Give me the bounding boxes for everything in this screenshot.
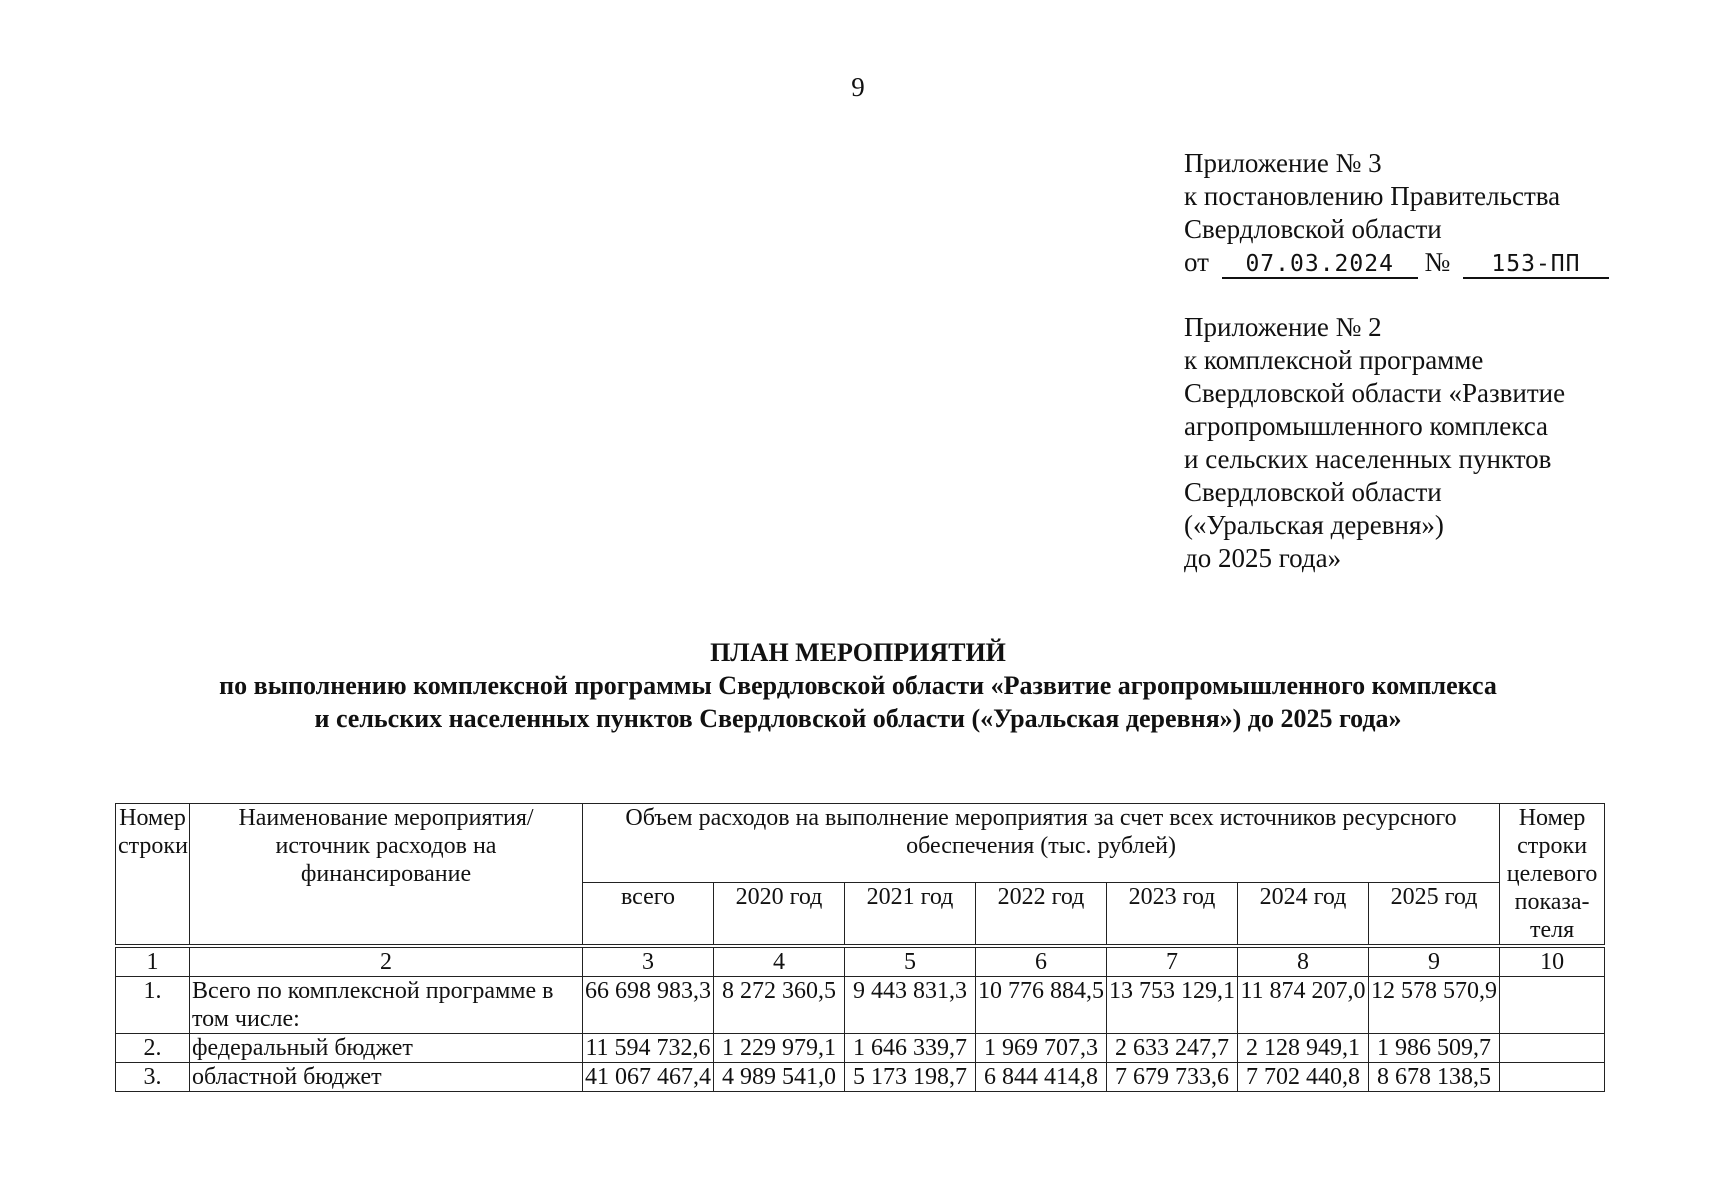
table-row <box>116 1034 1605 1063</box>
column-number-row <box>116 946 1605 977</box>
appendix-3-block <box>1184 147 1609 279</box>
value-2022: 6 844 414,8 <box>976 1063 1107 1092</box>
value-total: 66 698 983,3 <box>583 977 714 1034</box>
value-2023: 2 633 247,7 <box>1107 1034 1238 1063</box>
column-number: 2 <box>190 946 583 977</box>
row-number: 1. <box>116 977 190 1034</box>
title-line: по выполнению комплексной программы Свердловской области «Развитие агропромышленного комплекса <box>219 671 1497 700</box>
value-total: 41 067 467,4 <box>583 1063 714 1092</box>
appendix-2-line: до 2025 года» <box>1184 543 1342 573</box>
column-number: 5 <box>845 946 976 977</box>
date-prefix: от <box>1184 247 1209 277</box>
table-row <box>116 1063 1605 1092</box>
plan-table <box>115 803 1605 1092</box>
value-2021: 9 443 831,3 <box>845 977 976 1034</box>
appendix-2-line: Свердловской области <box>1184 477 1442 507</box>
header-year: 2021 год <box>845 883 976 946</box>
column-number: 10 <box>1500 946 1605 977</box>
page-number: 9 <box>851 72 865 102</box>
appendix-3-line: Свердловской области <box>1184 214 1442 244</box>
row-target <box>1500 1034 1605 1063</box>
value-total: 11 594 732,6 <box>583 1034 714 1063</box>
document-title <box>0 636 1716 735</box>
value-2024: 7 702 440,8 <box>1238 1063 1369 1092</box>
row-name: областной бюджет <box>190 1063 583 1092</box>
row-name: Всего по комплексной программе в том числе: <box>190 977 583 1034</box>
appendix-2-line: агропромышленного комплекса <box>1184 411 1548 441</box>
number-prefix: № <box>1424 247 1451 277</box>
header-name: Наименование мероприятия/источник расходов на финансирование <box>190 804 583 947</box>
row-name: федеральный бюджет <box>190 1034 583 1063</box>
header-year: 2022 год <box>976 883 1107 946</box>
header-volume: Объем расходов на выполнение мероприятия за счет всех источников ресурсного обеспечения (тыс. рублей) <box>583 804 1500 883</box>
table-row <box>116 977 1605 1034</box>
column-number: 4 <box>714 946 845 977</box>
header-year: 2025 год <box>1369 883 1500 946</box>
row-number: 2. <box>116 1034 190 1063</box>
value-2024: 11 874 207,0 <box>1238 977 1369 1034</box>
row-target <box>1500 977 1605 1034</box>
value-2025: 1 986 509,7 <box>1369 1034 1500 1063</box>
header-year: 2020 год <box>714 883 845 946</box>
row-number: 3. <box>116 1063 190 1092</box>
appendix-2-line: («Уральская деревня») <box>1184 510 1444 540</box>
value-2022: 10 776 884,5 <box>976 977 1107 1034</box>
value-2020: 8 272 360,5 <box>714 977 845 1034</box>
resolution-number: 153-ПП <box>1463 251 1609 279</box>
appendix-3-date-line <box>1184 246 1609 279</box>
appendix-2-line: и сельских населенных пунктов <box>1184 444 1552 474</box>
column-number: 3 <box>583 946 714 977</box>
value-2024: 2 128 949,1 <box>1238 1034 1369 1063</box>
appendix-3-line: к постановлению Правительства <box>1184 181 1561 211</box>
value-2021: 1 646 339,7 <box>845 1034 976 1063</box>
appendix-2-line: Приложение № 2 <box>1184 312 1382 342</box>
header-year: 2024 год <box>1238 883 1369 946</box>
appendix-2-line: к комплексной программе <box>1184 345 1484 375</box>
value-2025: 8 678 138,5 <box>1369 1063 1500 1092</box>
value-2025: 12 578 570,9 <box>1369 977 1500 1034</box>
value-2022: 1 969 707,3 <box>976 1034 1107 1063</box>
appendix-2-line: Свердловской области «Развитие <box>1184 378 1566 408</box>
header-row <box>116 804 1605 883</box>
value-2023: 13 753 129,1 <box>1107 977 1238 1034</box>
header-total: всего <box>583 883 714 946</box>
column-number: 7 <box>1107 946 1238 977</box>
value-2023: 7 679 733,6 <box>1107 1063 1238 1092</box>
value-2021: 5 173 198,7 <box>845 1063 976 1092</box>
value-2020: 1 229 979,1 <box>714 1034 845 1063</box>
column-number: 6 <box>976 946 1107 977</box>
title-line: ПЛАН МЕРОПРИЯТИЙ <box>710 638 1006 667</box>
title-line: и сельских населенных пунктов Свердловской области («Уральская деревня») до 2025 года» <box>314 704 1402 733</box>
row-target <box>1500 1063 1605 1092</box>
column-number: 1 <box>116 946 190 977</box>
appendix-3-line: Приложение № 3 <box>1184 148 1382 178</box>
header-row-number: Номер строки <box>116 804 190 947</box>
column-number: 8 <box>1238 946 1369 977</box>
header-year: 2023 год <box>1107 883 1238 946</box>
header-target: Номер строки целевого показа-теля <box>1500 804 1605 947</box>
value-2020: 4 989 541,0 <box>714 1063 845 1092</box>
column-number: 9 <box>1369 946 1500 977</box>
resolution-date: 07.03.2024 <box>1222 251 1418 279</box>
appendix-2-block <box>1184 311 1565 575</box>
